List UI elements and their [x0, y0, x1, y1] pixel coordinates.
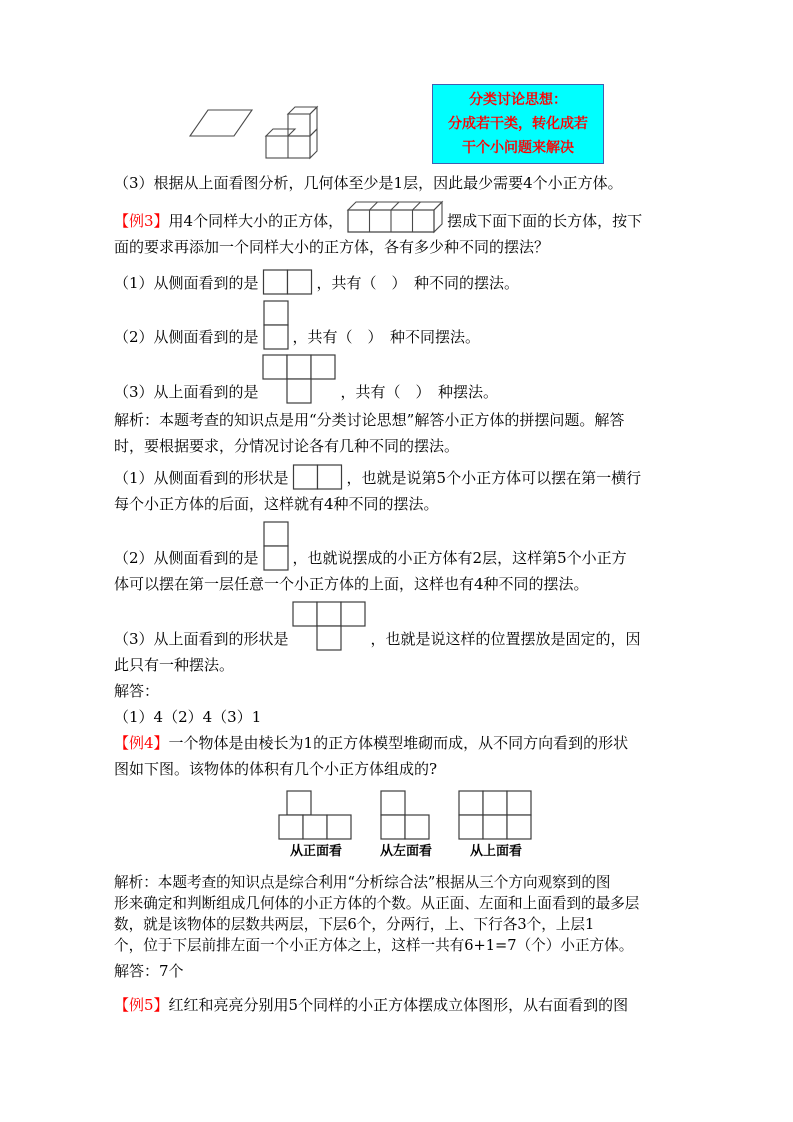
ex4-intro-line1: [114, 730, 686, 756]
top-view-label: 从上面看: [470, 844, 523, 859]
ex3-intro-line1: [114, 200, 686, 234]
side-view-2v-diagram-answer: [262, 521, 290, 571]
ex3-question-2: [114, 300, 686, 350]
ex4-label: 【例4】: [114, 734, 169, 752]
conclusion-line: （3）根据从上面看图分析，几何体至少是1层，因此最少需要4个小正方体。: [114, 174, 623, 192]
ex3-answer-2-line1: [114, 521, 686, 571]
side-view-2v-diagram: [262, 300, 290, 350]
q1-text-after: ，共有（ ） 种不同的摆法。: [316, 274, 520, 292]
ex4-answer: 解答：7个: [114, 962, 184, 980]
header-figures-row: [114, 84, 686, 164]
left-view-figure: [380, 790, 432, 841]
top-view-shape-diagram-answer: [292, 601, 368, 652]
ex3-answer-1-line1: [114, 463, 686, 491]
q2-text-after: ，共有（ ） 种不同摆法。: [292, 328, 481, 346]
left-view-label: 从左面看: [380, 844, 433, 859]
ex4-intro-text-1: 一个物体是由棱长为1的正方体模型堆砌而成，从不同方向看到的形状: [168, 734, 629, 752]
ex3-intro-text-b: 摆成下面下面的长方体，按下: [447, 212, 643, 230]
ex3-answer-label: 解答：: [114, 682, 160, 700]
callout-box: [432, 84, 604, 164]
q1-text-before: （1）从侧面看到的是: [114, 274, 259, 292]
ex4-view-figures-row: [278, 790, 686, 860]
top-view-figure-group: [458, 790, 534, 860]
left-view-figure-group: [380, 790, 432, 860]
ex4-analysis-line2: 形来确定和判断组成几何体的小正方体的个数。从正面、左面和上面看到的最多层: [114, 895, 640, 912]
a1-text-after: ，也就是说第5个小正方体可以摆在第一横行: [346, 469, 642, 487]
ex3-intro-line2: 面的要求再添加一个同样大小的正方体，各有多少种不同的摆法？: [114, 238, 550, 256]
ex3-question-3: [114, 354, 686, 405]
four-cube-row-diagram: [346, 200, 444, 234]
ex3-intro-text-a: 用4个同样大小的正方体，: [168, 212, 344, 230]
ex3-analysis-line2: 时，要根据要求，分情况讨论各有几种不同的摆法。: [114, 437, 460, 455]
ex3-answer-3-line2: 此只有一种摆法。: [114, 656, 235, 674]
ex4-analysis-line1: 解析：本题考查的知识点是综合利用“分析综合法”根据从三个方向观察到的图: [114, 874, 611, 891]
front-view-figure: [278, 790, 354, 841]
a1-text-before: （1）从侧面看到的形状是: [114, 469, 289, 487]
ex3-answer-values: （1）4（2）4（3）1: [114, 708, 262, 726]
ex3-answer-2-line2: 体可以摆在第一层任意一个小正方体的上面，这样也有4种不同的摆法。: [114, 575, 589, 593]
ex4-analysis-line4: 个，位于下层前排左面一个小正方体之上，这样一共有6+1=7（个）小正方体。: [114, 937, 634, 954]
ex3-answer-3-line1: [114, 601, 686, 652]
callout-line-2: 分成若干类，转化成若: [448, 116, 588, 132]
callout-line-3: 干个小问题来解决: [462, 140, 574, 156]
q3-text-before: （3）从上面看到的是: [114, 383, 259, 401]
cube-sketch-figure: [184, 88, 324, 164]
ex3-question-1: [114, 268, 686, 296]
front-view-label: 从正面看: [289, 844, 342, 859]
top-view-shape-diagram: [262, 354, 338, 405]
ex4-analysis: [114, 872, 686, 956]
side-view-2h-diagram: [262, 268, 314, 296]
a2-text-before: （2）从侧面看到的是: [114, 549, 259, 567]
q2-text-before: （2）从侧面看到的是: [114, 328, 259, 346]
top-view-figure: [458, 790, 534, 841]
a3-text-before: （3）从上面看到的形状是: [114, 630, 289, 648]
side-view-2h-diagram-answer: [292, 463, 344, 491]
ex5-intro-line1: [114, 992, 686, 1018]
page-content: [114, 84, 686, 1018]
ex4-analysis-line3: 数，就是该物体的层数共两层，下层6个，分两行，上、下行各3个，上层1: [114, 916, 595, 933]
ex5-label: 【例5】: [114, 996, 169, 1014]
ex3-analysis-line1: 解析：本题考查的知识点是用“分类讨论思想”解答小正方体的拼摆问题。解答: [114, 411, 625, 429]
a2-text-after: ，也就说摆成的小正方体有2层，这样第5个小正方: [292, 549, 627, 567]
ex3-label: 【例3】: [114, 212, 169, 230]
q3-text-after: ，共有（ ） 种摆法。: [340, 383, 499, 401]
ex3-answer-1-line2: 每个小正方体的后面，这样就有4种不同的摆法。: [114, 495, 439, 513]
ex4-intro-line2: 图如下图。该物体的体积有几个小正方体组成的?: [114, 760, 438, 778]
a3-text-after: ，也就是说这样的位置摆放是固定的，因: [370, 630, 641, 648]
ex5-intro-text: 红红和亮亮分别用5个同样的小正方体摆成立体图形，从右面看到的图: [168, 996, 629, 1014]
callout-line-1: 分类讨论思想：: [469, 92, 567, 108]
front-view-figure-group: [278, 790, 354, 860]
